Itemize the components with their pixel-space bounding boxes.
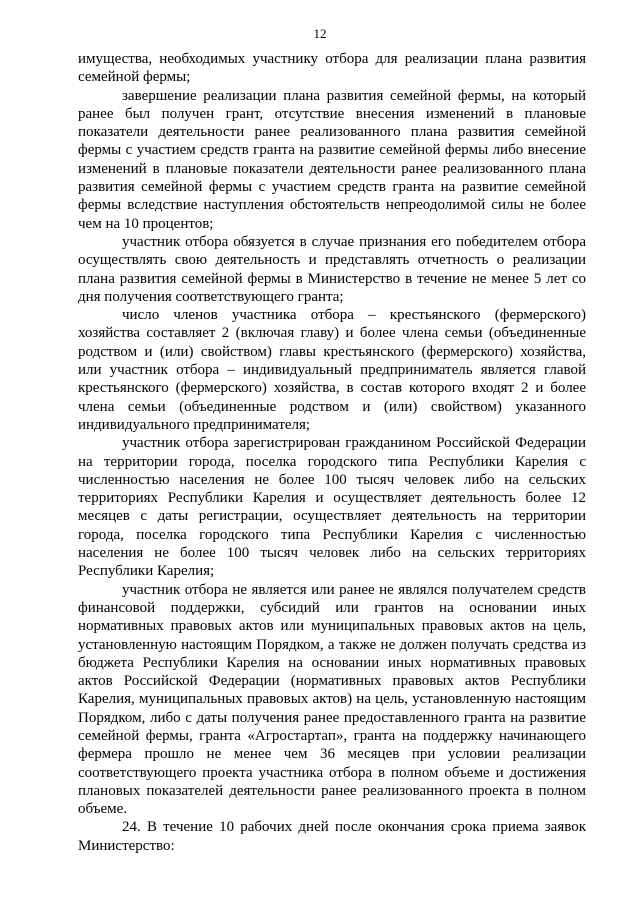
paragraph-plan-completion: завершение реализации плана развития семейной фермы, на который ранее был получен грант, отсутствие внесения изменений в плановые показатели деятельности ранее реализованного плана развития семейной фермы с участием средств гранта на развитие семейной фермы либо внесение изменений в плановые показатели деятельности ранее реализованного плана развития семейной фермы с участием средств гранта на развитие семейной фермы вследствие наступления обстоятельств непреодолимой силы не более чем на 10 процентов;: [78, 87, 586, 232]
paragraph-family-members: число членов участника отбора – крестьянского (фермерского) хозяйства составляет 2 (включая главу) и более члена семьи (объединенные родством и (или) свойством) главы крестьянского (фермерского) хозяйства, или участник отбора – индивидуальный предприниматель является главой крестьянского (фермерского) хозяйства, в состав которого входят 2 и более члена семьи (объединенные родством и (или) свойством) указанного индивидуального предпринимателя;: [78, 307, 586, 433]
paragraph-section-24: 24. В течение 10 рабочих дней после окончания срока приема заявок Министерство:: [78, 819, 586, 854]
page-number: 12: [313, 26, 327, 41]
paragraph-reporting-obligation: участник отбора обязуется в случае признания его победителем отбора осуществлять свою деятельность и представлять отчетность о реализации плана развития семейной фермы в Министерство в течение не менее 5 лет со дня получения соответствующего гранта;: [78, 233, 586, 305]
document-body: [78, 50, 586, 855]
paragraph-continuation: имущества, необходимых участнику отбора для реализации плана развития семейной фермы;: [78, 51, 586, 86]
paragraph-prior-support: участник отбора не является или ранее не являлся получателем средств финансовой поддержки, субсидий или грантов на основании иных нормативных правовых актов или муниципальных правовых актов на цель, установленную настоящим Порядком, а также не должен получать средства из бюджета Республики Карелия на основании иных нормативных правовых актов Российской Федерации (нормативных правовых актов Республики Карелия, муниципальных правовых актов) на цель, установленную настоящим Порядком, либо с даты получения ранее предоставленного гранта на развитие семейной фермы, гранта «Агростартап», гранта на поддержку начинающего фермера прошло не менее чем 36 месяцев при условии реализации соответствующего проекта участника отбора в полном объеме и достижения плановых показателей деятельности ранее реализованного проекта в полном объеме.: [78, 581, 586, 818]
paragraph-registration: участник отбора зарегистрирован гражданином Российской Федерации на территории города, поселка городского типа Республики Карелия с численностью населения не более 100 тысяч человек либо на сельских территориях Республики Карелия и осуществляет деятельность более 12 месяцев с даты регистрации, осуществляет деятельность на территории города, поселка городского типа Республики Карелия с численностью населения не более 100 тысяч человек либо на сельских территориях Республики Карелия;: [78, 435, 586, 580]
